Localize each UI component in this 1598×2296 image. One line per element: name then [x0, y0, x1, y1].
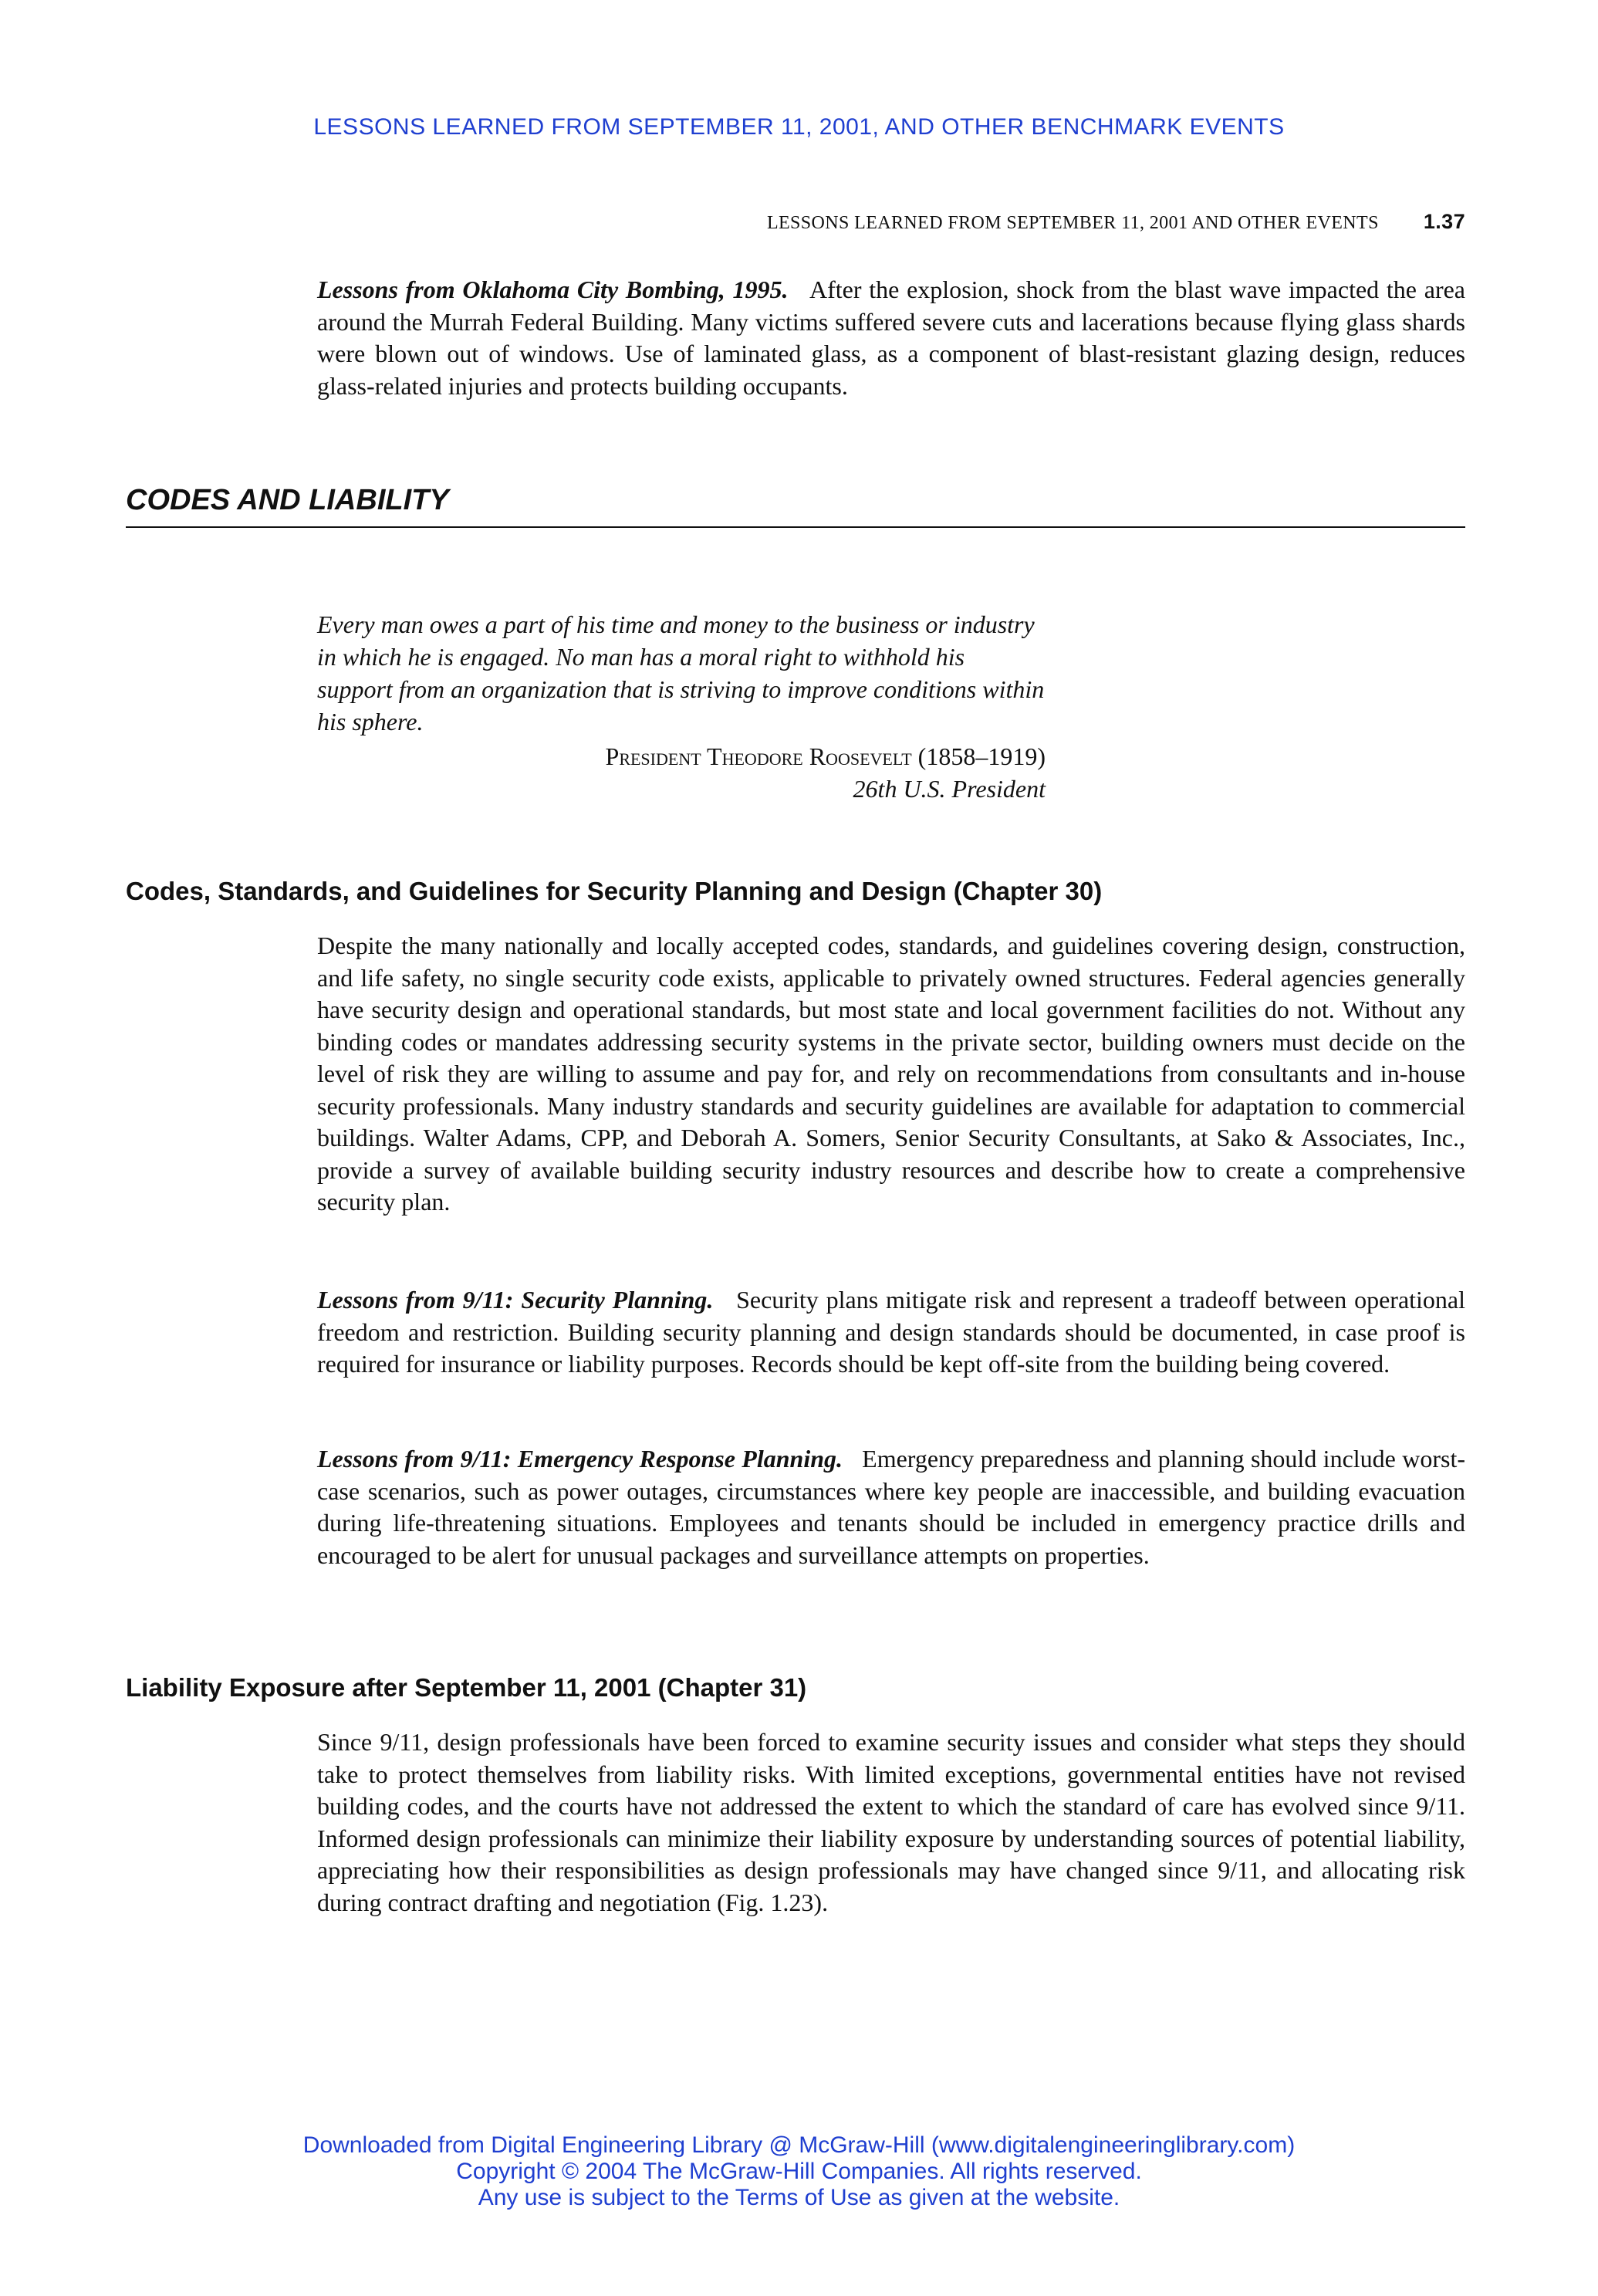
header-banner: LESSONS LEARNED FROM SEPTEMBER 11, 2001, AND OTHER BENCHMARK EVENTS — [313, 114, 1285, 140]
liability-paragraph: Since 9/11, design professionals have been forced to examine security issues and consider what steps they should take to protect themselves from liability risks. With limited exceptions, governmental entities have not revised building codes, and the courts have not addressed the extent to which the standard of care has evolved since 9/11. Informed design professionals can minimize their liability exposure by understanding sources of potential liability, appreciating how their responsibilities as design professionals may have changed since 9/11, and allocating risk during contract drafting and negotiation (Fig. 1.23). — [317, 1728, 1465, 1916]
oklahoma-paragraph — [317, 274, 1465, 402]
emergency-planning-paragraph — [317, 1443, 1465, 1571]
codes-paragraph: Despite the many nationally and locally accepted codes, standards, and guidelines covering design, construction, and life safety, no single security code exists, applicable to privately owned structures. Federal agencies generally have security design and operational standards, but most state and local government facilities do not. Without any binding codes or mandates addressing security systems in the private sector, building owners must decide on the level of risk they are willing to assume and pay for, and rely on recommendations from consultants and in-house security professionals. Many industry standards and security guidelines are available for adaptation to commercial buildings. Walter Adams, CPP, and Deborah A. Somers, Senior Security Consultants, at Sako & Associates, Inc., provide a survey of available building security industry resources and describe how to create a comprehensive security plan. — [317, 932, 1465, 1216]
running-head — [767, 210, 1465, 234]
security-planning-lead: Lessons from 9/11: Security Planning. — [317, 1286, 714, 1314]
liability-heading: Liability Exposure after September 11, 2001 (Chapter 31) — [126, 1673, 807, 1702]
footer-download-line: Downloaded from Digital Engineering Library @ McGraw-Hill (www.digitalengineeringlibrary.com) — [302, 2132, 1296, 2158]
section-title: CODES AND LIABILITY — [126, 483, 1465, 528]
emergency-planning-text: Emergency preparedness and planning should include worst-case scenarios, such as power outages, circumstances where key people are inaccessible, and building evacuation during life-threatening situations. Employees and tenants should be included in emergency practice drills and encouraged to be alert for unusual packages and surveillance attempts on properties. — [317, 1445, 1466, 1569]
codes-heading: Codes, Standards, and Guidelines for Security Planning and Design (Chapter 30) — [126, 877, 1103, 905]
emergency-planning-lead: Lessons from 9/11: Emergency Response Planning. — [317, 1445, 843, 1473]
page-number: 1.37 — [1423, 210, 1465, 233]
footer — [0, 2132, 1598, 2211]
running-head-title: LESSONS LEARNED FROM SEPTEMBER 11, 2001 AND OTHER EVENTS — [766, 213, 1379, 233]
epigraph-quote: Every man owes a part of his time and money to the business or industry in which he is engaged. No man has a moral right to withhold his support from an organization that is striving to improve conditions within his sphere. — [317, 610, 1045, 735]
footer-copyright-line: Copyright © 2004 The McGraw-Hill Companies. All rights reserved. — [456, 2159, 1142, 2184]
footer-terms-line: Any use is subject to the Terms of Use as given at the website. — [478, 2185, 1120, 2210]
oklahoma-lead: Lessons from Oklahoma City Bombing, 1995. — [317, 276, 789, 303]
security-planning-text: Security plans mitigate risk and represent a tradeoff between operational freedom and restriction. Building security planning and design standards should be documented, in case proof is required for insurance or liability purposes. Records should be kept off-site from the building being covered. — [317, 1286, 1466, 1378]
epigraph-role: 26th U.S. President — [853, 775, 1046, 803]
epigraph-author: President Theodore Roosevelt (1858–1919) — [605, 742, 1046, 770]
security-planning-paragraph — [317, 1284, 1465, 1381]
oklahoma-text: After the explosion, shock from the blast wave impacted the area around the Murrah Federal Building. Many victims suffered severe cuts and lacerations because flying glass shards were blown out of windows. Use of laminated glass, as a component of blast-resistant glazing design, reduces glass-related injuries and protects building occupants. — [317, 276, 1466, 400]
